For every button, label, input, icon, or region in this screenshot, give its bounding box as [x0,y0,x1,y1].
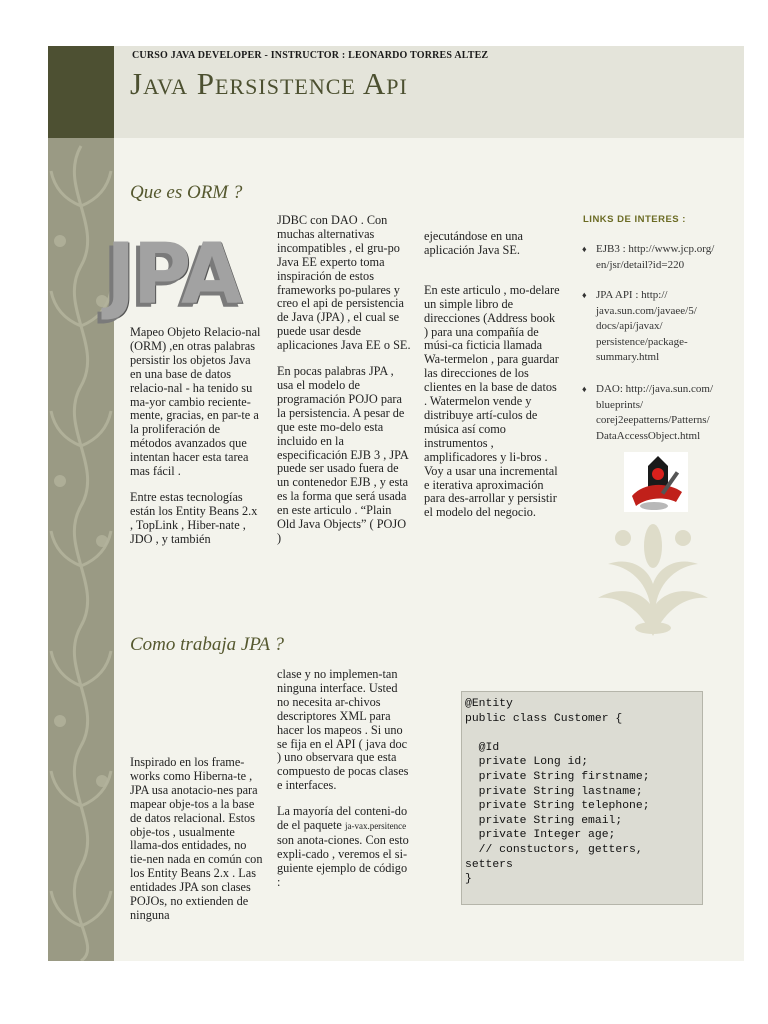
text-span: La mayoría del conteni-do de el paquete [277,804,408,833]
paragraph: Entre estas tecnologías están los Entity Beans 2.x , TopLink , Hiber-nate , JDO , y también [130,489,258,546]
diamond-bullet-icon: ♦ [582,244,587,254]
jpa-column-2 [277,668,412,902]
link-text[interactable]: DAO: http://java.sun.com/ blueprints/ corej2eepatterns/Patterns/ DataAccessObject.html [596,383,714,442]
link-text[interactable]: JPA API : http:// java.sun.com/javaee/5/ docs/api/javax/ persistence/package-summary.html [596,289,697,363]
paragraph: Mapeo Objeto Relacio-nal (ORM) ,en otras palabras persistir los objetos Java en una base de datos relacio-nal - ha tenido su ma-yor cambio reciente-mente, gracias, en par-te a la proliferación de métodos avanzados que intentan hacer esta tarea mas fácil . [130,325,261,479]
link-item-ejb3[interactable] [582,242,736,273]
paragraph: ejecutándose en una aplicación Java SE. [424,229,524,257]
floral-pattern-icon [48,46,114,961]
header-subtitle: CURSO JAVA DEVELOPER - INSTRUCTOR : LEONARDO TORRES ALTEZ [132,50,489,61]
link-item-jpa-api[interactable] [582,288,736,366]
orm-column-3 [424,230,561,532]
section-heading-orm: Que es ORM ? [130,182,243,203]
sidebar-header-block [48,46,114,138]
text-span: son anota-ciones. Con esto expli-cado , veremos el si-guiente ejemplo de código : [277,832,409,889]
orm-column-1 [130,326,263,559]
code-sample: @Entity public class Customer { @Id private Long id; private String firstname; private String lastname; private String telephone; private String email; private Integer age; // constuctors, getters, setters } [465,698,650,886]
orm-column-2 [277,214,412,558]
page [48,46,744,961]
paragraph: JDBC con DAO . Con muchas alternativas incompatibles , el gru-po Java EE experto toma inspiración de estos frameworks po-pulares y creo el api de persistencia de Java (JPA) , el cual se puede usar desde aplicaciones Java EE o SE. [277,213,411,353]
jpa-logo: JPA [106,224,240,323]
link-text[interactable]: EJB3 : http://www.jcp.org/ en/jsr/detail?id=220 [596,243,715,271]
paragraph: En pocas palabras JPA , usa el modelo de programación POJO para la persistencia. A pesar de que este mo-delo esta incluido en la especificación EJB 3 , JPA puede ser usado fuera de un contenedor EJB , y esta es la forma que será usada en este articulo . “Plain Old Java Objects” ( POJO ) [277,364,409,545]
package-name: ja-vax.persitence [344,821,407,832]
paragraph: clase y no implemen-tan ninguna interface. Usted no necesita ar-chivos descriptores XML para hacer los mapeos . Si uno se fija en el API ( java doc ) uno observara que esta compuesto de pocas clases e interfaces. [277,667,409,793]
paragraph [277,805,412,889]
java-duke-guitar-icon [624,452,688,512]
header [114,46,744,138]
link-item-dao[interactable] [582,382,736,444]
diamond-bullet-icon: ♦ [582,384,587,394]
page-title: Java Persistence Api [130,66,408,101]
section-heading-como-trabaja: Como trabaja JPA ? [130,634,284,655]
links-title: LINKS DE INTERES : [583,214,686,225]
paragraph: Inspirado en los frame-works como Hiberna-te , JPA usa anotacio-nes para mapear obje-tos a la base de datos relacional. Estos obje-tos , usualmente llama-dos entidades, no tie-nen nada en común con los Entity Beans 2.x . Las entidades JPA son clases POJOs, no extienden de ninguna [130,755,263,922]
paragraph: En este articulo , mo-delare un simple libro de direcciones (Address book ) para una compañía de músi-ca ficticia llamada Wa-termelon , para guardar las direcciones de los clientes en la base de datos . Watermelon vende y distribuye artí-culos de música así como instrumentos , amplificadores y li-bros . Voy a usar una incremental e iterativa aproximación para des-arrollar y persistir el modelo del negocio. [424,282,560,520]
code-sample-box [461,691,703,905]
diamond-bullet-icon: ♦ [582,290,587,300]
jpa-column-1 [130,756,263,935]
decorative-sidebar [48,46,114,961]
